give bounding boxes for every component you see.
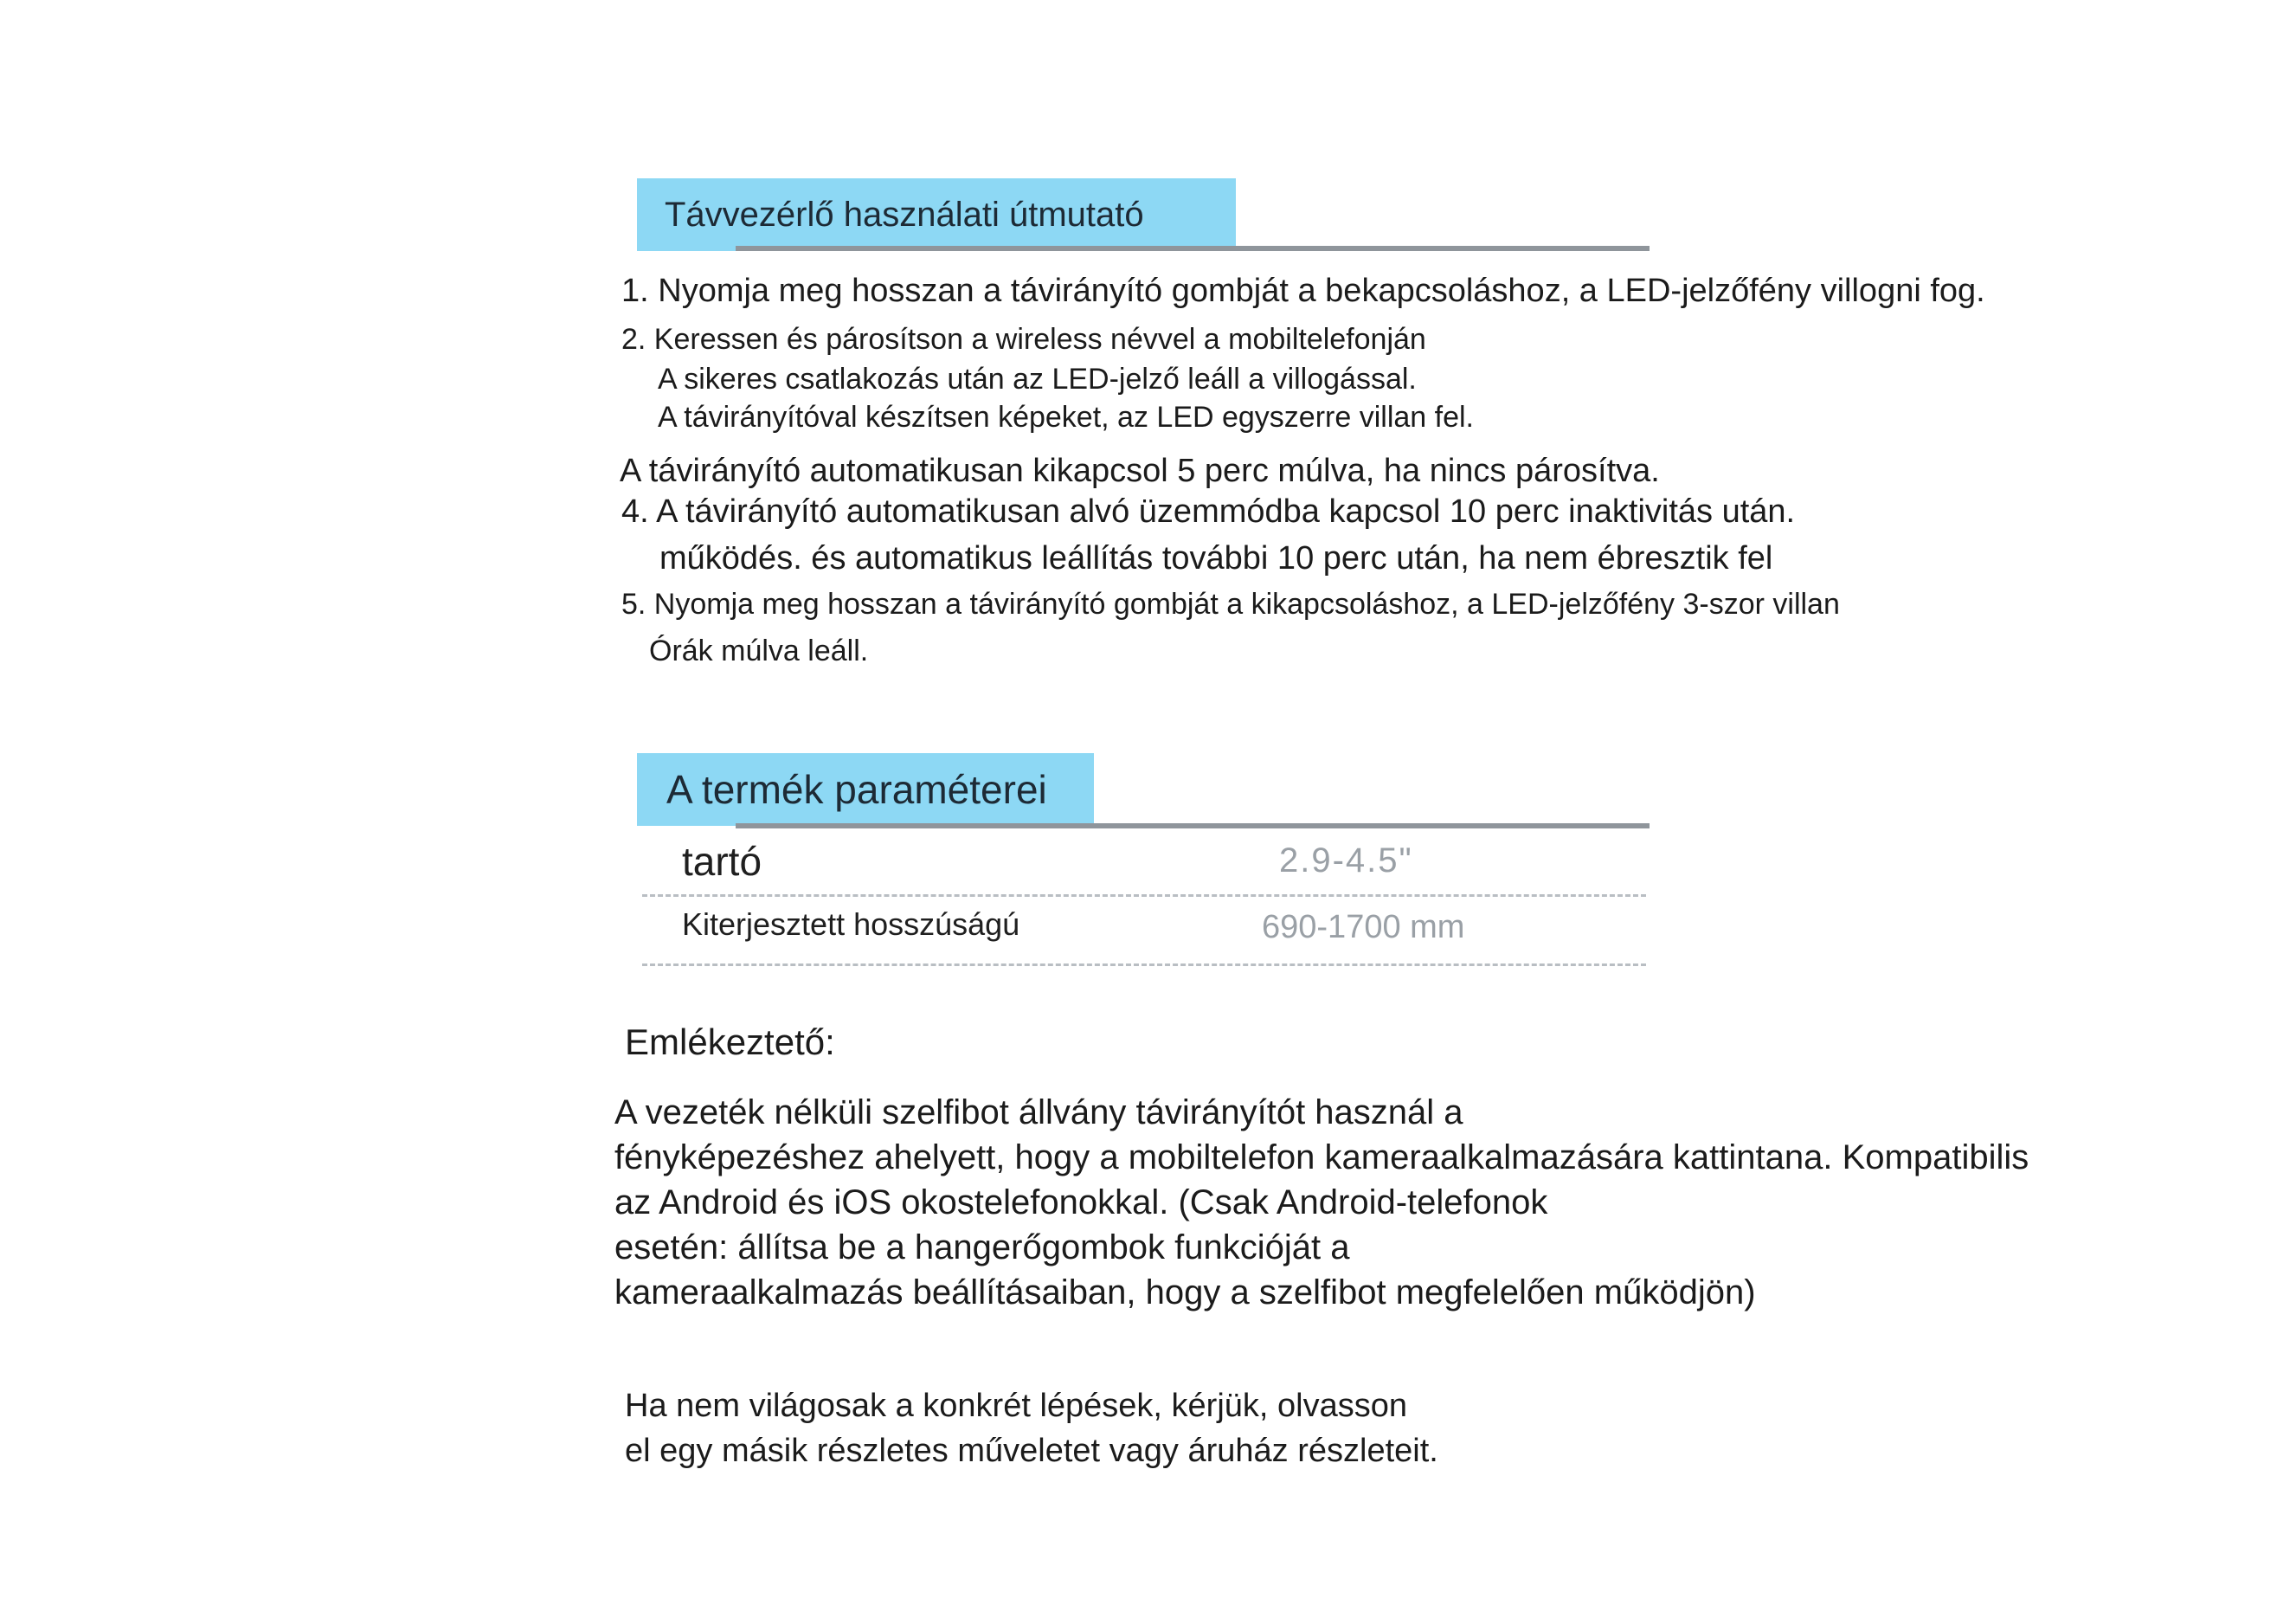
usage-section-header xyxy=(637,178,1236,251)
param-divider-1 xyxy=(642,894,1646,897)
params-section-title: A termék paraméterei xyxy=(666,767,1047,812)
usage-line-6: 4. A távirányító automatikusan alvó üzemmódba kapcsol 10 perc inaktivitás után. xyxy=(621,493,1796,530)
reminder-line-3: az Android és iOS okostelefonokkal. (Csak Android-telefonok xyxy=(614,1183,1548,1221)
usage-section-rule xyxy=(736,246,1650,251)
usage-line-3: A sikeres csatlakozás után az LED-jelző leáll a villogással. xyxy=(658,363,1417,396)
param-label-holder: tartó xyxy=(682,839,762,884)
param-divider-2 xyxy=(642,963,1646,966)
usage-line-5: A távirányító automatikusan kikapcsol 5 perc múlva, ha nincs párosítva. xyxy=(620,453,1660,489)
reminder-title: Emlékeztető: xyxy=(625,1021,835,1062)
reminder-line-5: kameraalkalmazás beállításaiban, hogy a szelfibot megfelelően működjön) xyxy=(614,1273,1756,1311)
reminder-line-4: esetén: állítsa be a hangerőgombok funkcióját a xyxy=(614,1228,1350,1266)
usage-line-1: 1. Nyomja meg hosszan a távirányító gombját a bekapcsoláshoz, a LED-jelzőfény villogni fog. xyxy=(621,273,1985,309)
params-section-rule xyxy=(736,823,1650,828)
param-value-holder: 2.9-4.5" xyxy=(1279,841,1413,880)
footer-line-2: el egy másik részletes műveletet vagy áruház részleteit. xyxy=(625,1433,1438,1469)
usage-section-title: Távvezérlő használati útmutató xyxy=(665,196,1144,234)
usage-line-8: 5. Nyomja meg hosszan a távirányító gombját a kikapcsoláshoz, a LED-jelzőfény 3-szor villan xyxy=(621,588,1840,621)
reminder-line-2: fényképezéshez ahelyett, hogy a mobiltelefon kameraalkalmazására kattintana. Kompatibilis xyxy=(614,1138,2029,1176)
footer-line-1: Ha nem világosak a konkrét lépések, kérjük, olvasson xyxy=(625,1388,1408,1424)
reminder-line-1: A vezeték nélküli szelfibot állvány távirányítót használ a xyxy=(614,1093,1463,1131)
usage-line-4: A távirányítóval készítsen képeket, az LED egyszerre villan fel. xyxy=(658,401,1475,434)
usage-line-2: 2. Keressen és párosítson a wireless névvel a mobiltelefonján xyxy=(621,323,1426,356)
usage-line-9: Órák múlva leáll. xyxy=(649,635,869,667)
param-value-length: 690-1700 mm xyxy=(1262,909,1465,945)
usage-line-7: működés. és automatikus leállítás további 10 perc után, ha nem ébresztik fel xyxy=(659,540,1773,577)
param-label-length: Kiterjesztett hosszúságú xyxy=(682,906,1020,942)
params-section-header xyxy=(637,753,1094,826)
